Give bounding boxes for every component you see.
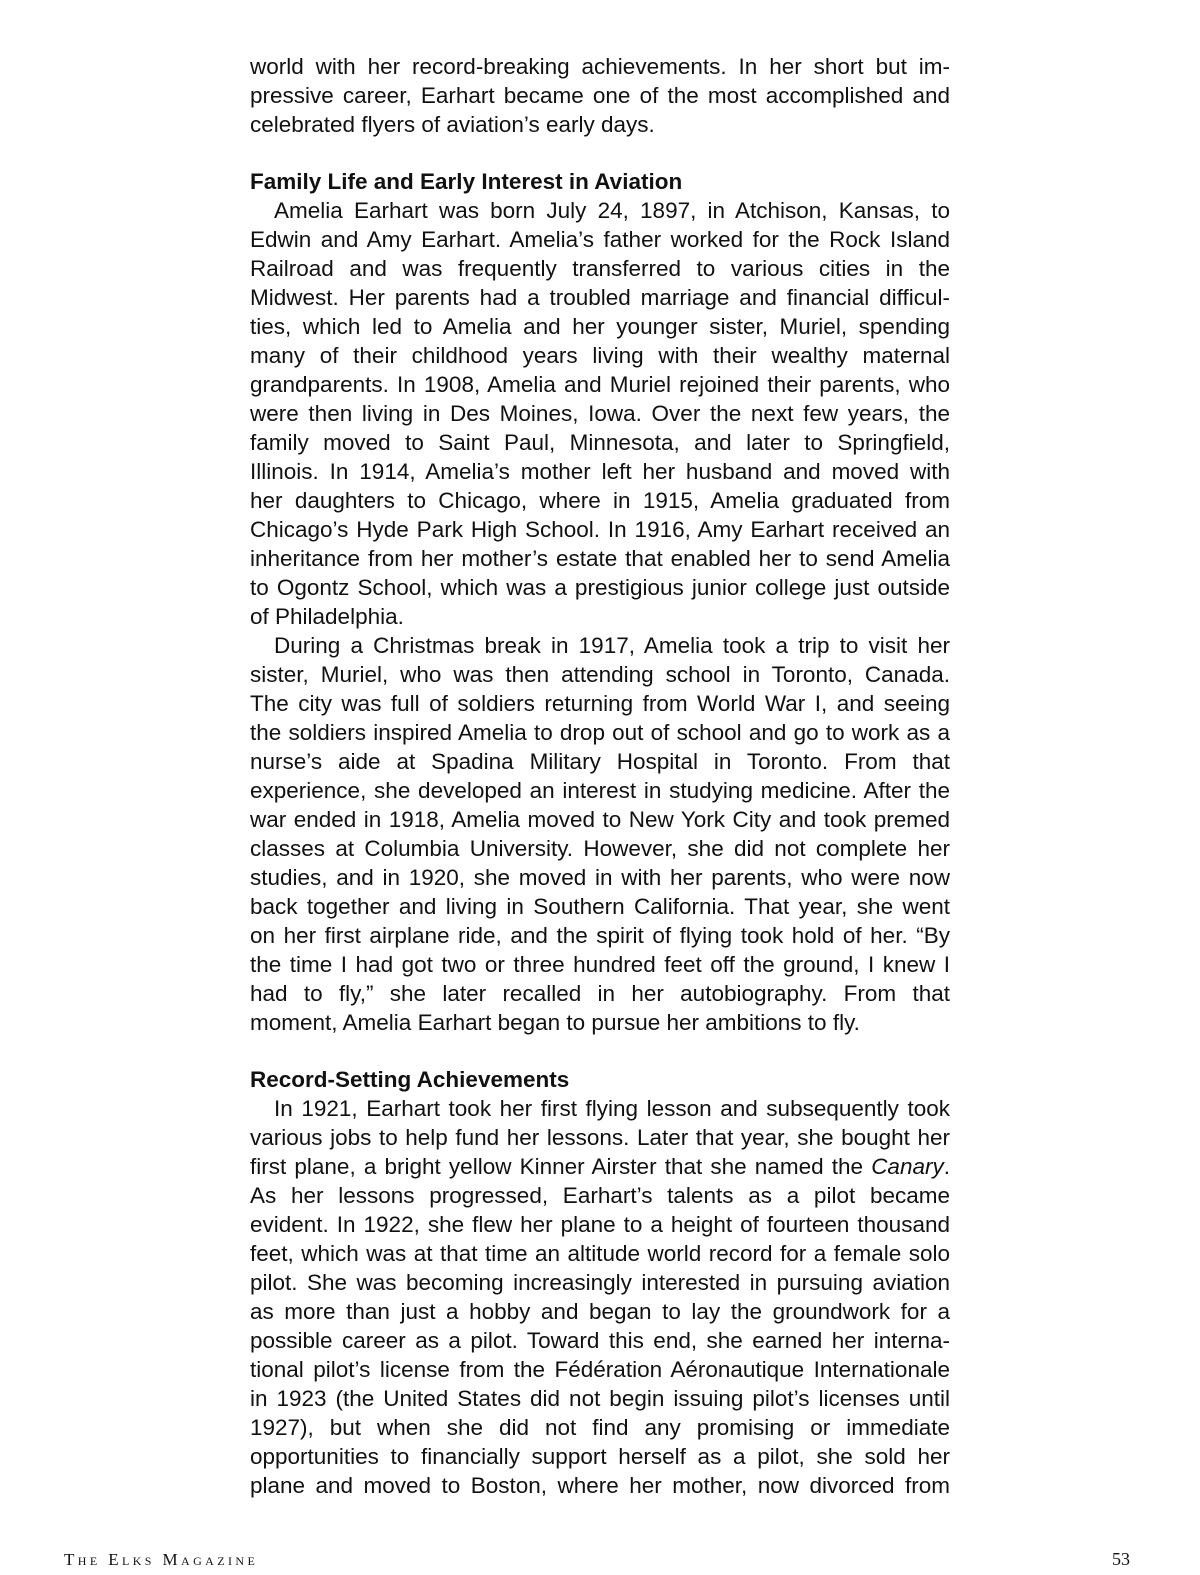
intro-line: world with her record-breaking achievements. In her short but im- xyxy=(250,54,950,79)
paragraph-line: Midwest. Her parents had a troubled marriage and financial difficul- xyxy=(250,285,950,310)
paragraph-line: feet, which was at that time an altitude world record for a female solo xyxy=(250,1241,950,1266)
paragraph-line: had to fly,” she later recalled in her autobiography. From that xyxy=(250,981,950,1006)
paragraph-line: tional pilot’s license from the Fédération Aéronautique Internationale xyxy=(250,1357,950,1382)
canary-title: Canary xyxy=(871,1154,944,1179)
paragraph-line: in 1923 (the United States did not begin issuing pilot’s licenses until xyxy=(250,1386,950,1411)
paragraph-line: moment, Amelia Earhart began to pursue her ambitions to fly. xyxy=(250,1010,860,1035)
paragraph-line: As her lessons progressed, Earhart’s talents as a pilot became xyxy=(250,1183,950,1208)
paragraph-line: studies, and in 1920, she moved in with her parents, who were now xyxy=(250,865,950,890)
paragraph-line: inheritance from her mother’s estate that enabled her to send Amelia xyxy=(250,546,950,571)
paragraph-line: the soldiers inspired Amelia to drop out of school and go to work as a xyxy=(250,720,950,745)
paragraph-line: were then living in Des Moines, Iowa. Over the next few years, the xyxy=(250,401,950,426)
page-number: 53 xyxy=(1112,1549,1130,1569)
section-heading-family-life: Family Life and Early Interest in Aviation xyxy=(250,169,683,194)
paragraph-line-canary xyxy=(250,1152,950,1181)
paragraph-line: possible career as a pilot. Toward this end, she earned her interna- xyxy=(250,1328,950,1353)
paragraph-line: many of their childhood years living with their wealthy maternal xyxy=(250,343,950,368)
paragraph-line: experience, she developed an interest in studying medicine. After the xyxy=(250,778,950,803)
paragraph-line: as more than just a hobby and began to lay the groundwork for a xyxy=(250,1299,950,1324)
paragraph-line: plane and moved to Boston, where her mother, now divorced from xyxy=(250,1473,950,1498)
paragraph-line: In 1921, Earhart took her first flying lesson and subsequently took xyxy=(274,1096,950,1121)
paragraph-line: sister, Muriel, who was then attending school in Toronto, Canada. xyxy=(250,662,950,687)
canary-line-prefix: first plane, a bright yellow Kinner Airster that she named the xyxy=(250,1154,872,1179)
paragraph-line: Railroad and was frequently transferred to various cities in the xyxy=(250,256,950,281)
intro-line: pressive career, Earhart became one of the most accomplished and xyxy=(250,83,950,108)
article-column xyxy=(250,52,950,1500)
paragraph-line: opportunities to financially support herself as a pilot, she sold her xyxy=(250,1444,950,1469)
paragraph-line: classes at Columbia University. However, she did not complete her xyxy=(250,836,950,861)
paragraph-line: evident. In 1922, she flew her plane to a height of fourteen thousand xyxy=(250,1212,950,1237)
paragraph-line: of Philadelphia. xyxy=(250,604,404,629)
paragraph-line: During a Christmas break in 1917, Amelia took a trip to visit her xyxy=(274,633,950,658)
intro-line: celebrated flyers of aviation’s early days. xyxy=(250,112,655,137)
paragraph-line: on her first airplane ride, and the spirit of flying took hold of her. “By xyxy=(250,923,950,948)
section-heading-record-setting: Record-Setting Achievements xyxy=(250,1067,570,1092)
paragraph-line: The city was full of soldiers returning from World War I, and seeing xyxy=(250,691,950,716)
canary-line-suffix: . xyxy=(943,1154,950,1179)
paragraph-line: various jobs to help fund her lessons. Later that year, she bought her xyxy=(250,1125,950,1150)
paragraph-line: grandparents. In 1908, Amelia and Muriel rejoined their parents, who xyxy=(250,372,950,397)
paragraph-line: war ended in 1918, Amelia moved to New York City and took premed xyxy=(250,807,950,832)
paragraph-line: Edwin and Amy Earhart. Amelia’s father worked for the Rock Island xyxy=(250,227,950,252)
paragraph-line: 1927), but when she did not find any promising or immediate xyxy=(250,1415,950,1440)
paragraph-line: pilot. She was becoming increasingly interested in pursuing aviation xyxy=(250,1270,950,1295)
paragraph-line: the time I had got two or three hundred feet off the ground, I knew I xyxy=(250,952,950,977)
paragraph-line: her daughters to Chicago, where in 1915, Amelia graduated from xyxy=(250,488,950,513)
paragraph-line: Illinois. In 1914, Amelia’s mother left her husband and moved with xyxy=(250,459,950,484)
paragraph-line: Amelia Earhart was born July 24, 1897, in Atchison, Kansas, to xyxy=(274,198,950,223)
magazine-name: The Elks Magazine xyxy=(64,1550,259,1569)
paragraph-line: family moved to Saint Paul, Minnesota, and later to Springfield, xyxy=(250,430,950,455)
paragraph-line: nurse’s aide at Spadina Military Hospital in Toronto. From that xyxy=(250,749,950,774)
paragraph-line: back together and living in Southern California. That year, she went xyxy=(250,894,950,919)
paragraph-line: to Ogontz School, which was a prestigious junior college just outside xyxy=(250,575,950,600)
paragraph-line: ties, which led to Amelia and her younger sister, Muriel, spending xyxy=(250,314,950,339)
paragraph-line: Chicago’s Hyde Park High School. In 1916, Amy Earhart received an xyxy=(250,517,950,542)
